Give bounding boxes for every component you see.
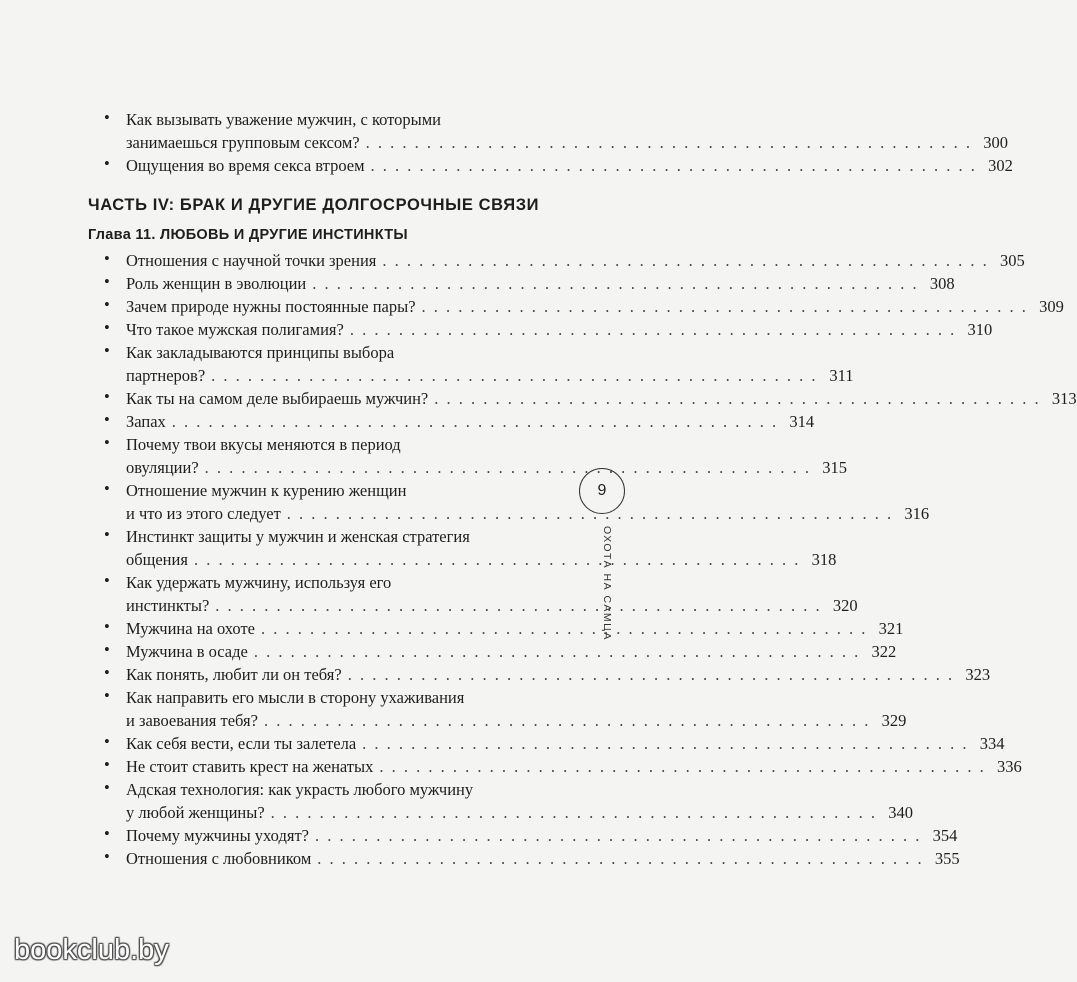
bullet-icon: • [104, 755, 110, 774]
toc-entry-title: Отношения с любовником [126, 849, 312, 868]
toc-entry [104, 341, 854, 387]
toc-entry-title: занимаешься групповым сексом? [126, 133, 360, 152]
toc-entry [104, 571, 858, 617]
bullet-icon: • [104, 571, 110, 590]
toc-entry-title: Почему твои вкусы меняются в период [126, 435, 401, 454]
toc-page-number: 355 [934, 849, 960, 868]
toc-page-number: 334 [979, 734, 1005, 753]
toc-page-number: 354 [932, 826, 958, 845]
toc-entry-title: Зачем природе нужны постоянные пары? [126, 297, 416, 316]
bullet-icon: • [104, 732, 110, 751]
toc-entry [104, 617, 904, 640]
chapter-number-tab: 9 [579, 468, 625, 514]
toc-page-number: 323 [965, 665, 991, 684]
bullet-icon: • [104, 108, 110, 127]
bullet-icon: • [104, 272, 110, 291]
toc-entry-title: общения [126, 550, 188, 569]
bullet-icon: • [104, 433, 110, 452]
bullet-icon: • [104, 341, 110, 360]
toc-entry [104, 249, 1025, 272]
dot-leader: . . . . . . . . . . . . . . . . . . . . . . . . . . . . . . . . . . . . . . . . . . . . . . . . . . [204, 458, 812, 477]
toc-page-number: 305 [1000, 251, 1025, 270]
chapter-heading: Глава 11. ЛЮБОВЬ И ДРУГИЕ ИНСТИНКТЫ [88, 227, 408, 243]
toc-page-number: 320 [832, 596, 858, 615]
part-heading: ЧАСТЬ IV: БРАК И ДРУГИЕ ДОЛГОСРОЧНЫЕ СВЯЗИ [88, 196, 540, 214]
toc-entry-title: Мужчина на охоте [126, 619, 255, 638]
toc-entry [104, 640, 897, 663]
toc-entry-title: Запах [126, 412, 166, 431]
toc-entry-title: и завоевания тебя? [126, 711, 258, 730]
toc-entry-title: Как закладываются принципы выбора [126, 343, 395, 362]
toc-entry-title: Почему мужчины уходят? [126, 826, 309, 845]
toc-entry-title: Как понять, любит ли он тебя? [126, 665, 342, 684]
toc-entry-title: Как направить его мысли в сторону ухаживания [126, 688, 465, 707]
toc-page-number: 311 [829, 366, 854, 385]
toc-entry-title: Как вызывать уважение мужчин, с которыми [126, 110, 442, 129]
toc-page-number: 318 [811, 550, 837, 569]
toc-entry-title: партнеров? [126, 366, 206, 385]
toc-entry [104, 410, 815, 433]
toc-entry-title: Адская технология: как украсть любого мужчину [126, 780, 474, 799]
toc-page-number: 313 [1051, 389, 1077, 408]
toc-entry [104, 732, 1005, 755]
bullet-icon: • [104, 295, 110, 314]
toc-entry [104, 847, 960, 870]
dot-leader: . . . . . . . . . . . . . . . . . . . . . . . . . . . . . . . . . . . . . . . . . . . . . . . . . . [270, 803, 878, 822]
toc-entry-title: Как ты на самом деле выбираешь мужчин? [126, 389, 429, 408]
bullet-icon: • [104, 824, 110, 843]
dot-leader: . . . . . . . . . . . . . . . . . . . . . . . . . . . . . . . . . . . . . . . . . . . . . . . . . . [434, 389, 1041, 408]
dot-leader: . . . . . . . . . . . . . . . . . . . . . . . . . . . . . . . . . . . . . . . . . . . . . . . . . . [379, 757, 986, 776]
bullet-icon: • [104, 663, 110, 682]
toc-page-number: 302 [988, 156, 1013, 175]
bullet-icon: • [104, 525, 110, 544]
watermark: bookclub.by [14, 934, 169, 966]
toc-page-number: 340 [888, 803, 914, 822]
toc-entry [104, 824, 958, 847]
bullet-icon: • [104, 617, 110, 636]
toc-entry-title: Инстинкт защиты у мужчин и женская стратегия [126, 527, 470, 546]
toc-page-number: 309 [1039, 297, 1064, 316]
dot-leader: . . . . . . . . . . . . . . . . . . . . . . . . . . . . . . . . . . . . . . . . . . . . . . . . . . [370, 156, 977, 175]
section-side-label: ОХОТА НА САМЦА [601, 526, 613, 641]
toc-entry-title: овуляции? [126, 458, 199, 477]
toc-entry-title: инстинкты? [126, 596, 210, 615]
bullet-icon: • [104, 778, 110, 797]
toc-page-number: 308 [929, 274, 955, 293]
dot-leader: . . . . . . . . . . . . . . . . . . . . . . . . . . . . . . . . . . . . . . . . . . . . . . . . . . [382, 251, 989, 270]
toc-entry [104, 686, 907, 732]
dot-leader: . . . . . . . . . . . . . . . . . . . . . . . . . . . . . . . . . . . . . . . . . . . . . . . . . . [349, 320, 957, 339]
bullet-icon: • [104, 686, 110, 705]
bullet-icon: • [104, 410, 110, 429]
toc-page-number: 329 [881, 711, 907, 730]
dot-leader: . . . . . . . . . . . . . . . . . . . . . . . . . . . . . . . . . . . . . . . . . . . . . . . . . . [193, 550, 801, 569]
toc-entry-title: Как удержать мужчину, используя его [126, 573, 392, 592]
toc-entry-title: Отношение мужчин к курению женщин [126, 481, 407, 500]
dot-leader: . . . . . . . . . . . . . . . . . . . . . . . . . . . . . . . . . . . . . . . . . . . . . . . . . . [312, 274, 919, 293]
toc-entry-title: Ощущения во время секса втроем [126, 156, 365, 175]
dot-leader: . . . . . . . . . . . . . . . . . . . . . . . . . . . . . . . . . . . . . . . . . . . . . . . . . . [314, 826, 922, 845]
toc-entry [104, 387, 1077, 410]
toc-entry [104, 525, 837, 571]
toc-entry [104, 755, 1022, 778]
bullet-icon: • [104, 249, 110, 268]
bullet-icon: • [104, 640, 110, 659]
dot-leader: . . . . . . . . . . . . . . . . . . . . . . . . . . . . . . . . . . . . . . . . . . . . . . . . . . [362, 734, 969, 753]
toc-entry-title: Роль женщин в эволюции [126, 274, 307, 293]
toc-entry-title: Мужчина в осаде [126, 642, 248, 661]
dot-leader: . . . . . . . . . . . . . . . . . . . . . . . . . . . . . . . . . . . . . . . . . . . . . . . . . . [211, 366, 818, 385]
toc-entry-title: у любой женщины? [126, 803, 265, 822]
dot-leader: . . . . . . . . . . . . . . . . . . . . . . . . . . . . . . . . . . . . . . . . . . . . . . . . . . [347, 665, 955, 684]
bullet-icon: • [104, 154, 110, 173]
dot-leader: . . . . . . . . . . . . . . . . . . . . . . . . . . . . . . . . . . . . . . . . . . . . . . . . . . [253, 642, 861, 661]
toc-entry [104, 108, 1009, 154]
toc-entry [104, 295, 1064, 318]
toc-entry-title: Что такое мужская полигамия? [126, 320, 344, 339]
dot-leader: . . . . . . . . . . . . . . . . . . . . . . . . . . . . . . . . . . . . . . . . . . . . . . . . . . [421, 297, 1028, 316]
toc-page-number: 336 [996, 757, 1022, 776]
toc-entry-title: Не стоит ставить крест на женатых [126, 757, 374, 776]
dot-leader: . . . . . . . . . . . . . . . . . . . . . . . . . . . . . . . . . . . . . . . . . . . . . . . . . . [261, 619, 868, 638]
bullet-icon: • [104, 318, 110, 337]
toc-entry-title: и что из этого следует [126, 504, 281, 523]
toc-entry-title: Как себя вести, если ты залетела [126, 734, 357, 753]
dot-leader: . . . . . . . . . . . . . . . . . . . . . . . . . . . . . . . . . . . . . . . . . . . . . . . . . . [365, 133, 973, 152]
toc-entry [104, 272, 955, 295]
dot-leader: . . . . . . . . . . . . . . . . . . . . . . . . . . . . . . . . . . . . . . . . . . . . . . . . . . [215, 596, 822, 615]
bullet-icon: • [104, 847, 110, 866]
toc-entry-title: Отношения с научной точки зрения [126, 251, 377, 270]
toc-entry [104, 663, 991, 686]
toc-page-number: 310 [967, 320, 993, 339]
toc-entry [104, 154, 1013, 177]
toc-page-number: 321 [878, 619, 904, 638]
dot-leader: . . . . . . . . . . . . . . . . . . . . . . . . . . . . . . . . . . . . . . . . . . . . . . . . . . [286, 504, 894, 523]
toc-entry [104, 318, 993, 341]
toc-entry [104, 479, 930, 525]
toc-entry [104, 778, 914, 824]
dot-leader: . . . . . . . . . . . . . . . . . . . . . . . . . . . . . . . . . . . . . . . . . . . . . . . . . . [171, 412, 779, 431]
toc-page-number: 322 [871, 642, 897, 661]
bullet-icon: • [104, 479, 110, 498]
toc-page-number: 300 [983, 133, 1009, 152]
dot-leader: . . . . . . . . . . . . . . . . . . . . . . . . . . . . . . . . . . . . . . . . . . . . . . . . . . [317, 849, 924, 868]
dot-leader: . . . . . . . . . . . . . . . . . . . . . . . . . . . . . . . . . . . . . . . . . . . . . . . . . . [263, 711, 871, 730]
toc-page-number: 314 [789, 412, 815, 431]
toc-page-number: 315 [822, 458, 848, 477]
toc-page-number: 316 [904, 504, 930, 523]
toc-entry [104, 433, 848, 479]
bullet-icon: • [104, 387, 110, 406]
